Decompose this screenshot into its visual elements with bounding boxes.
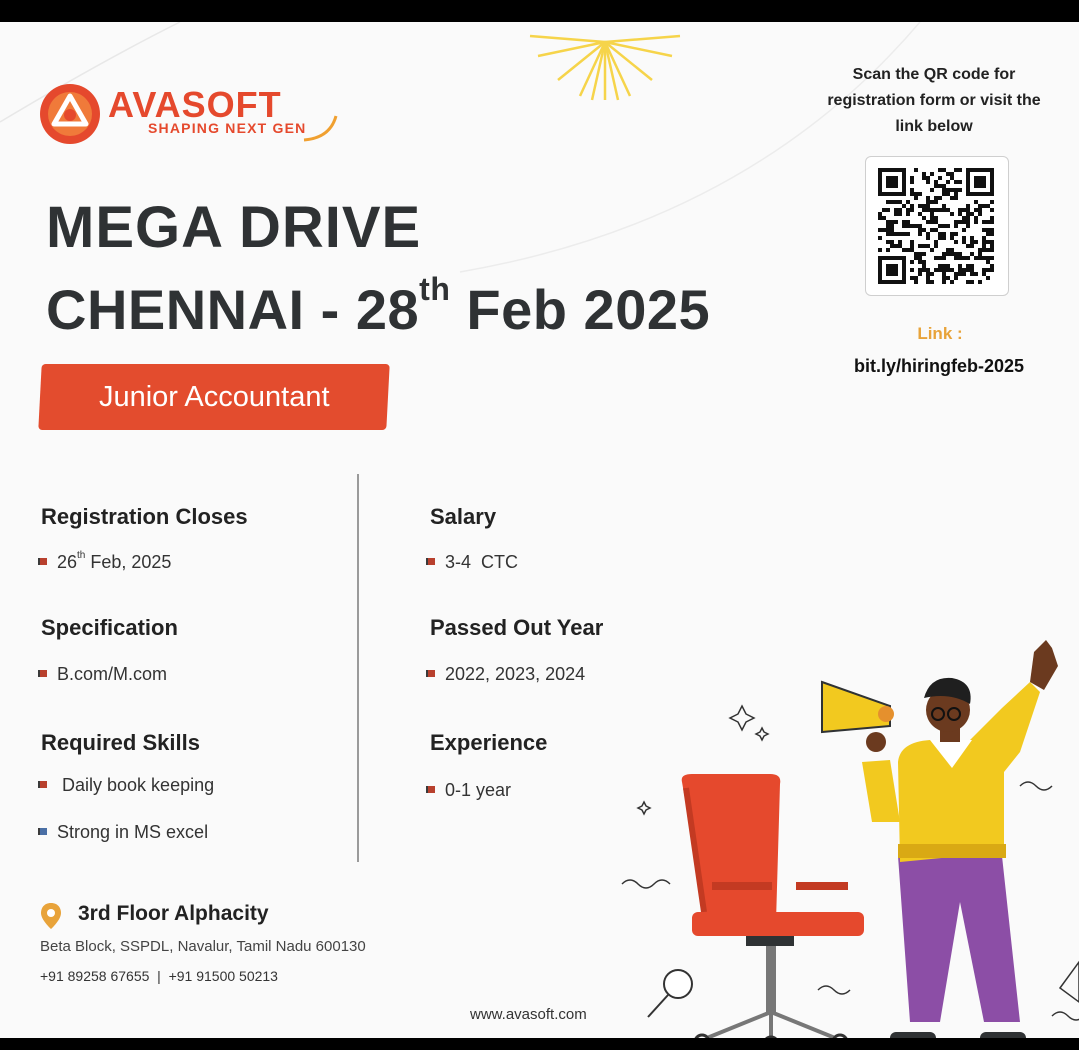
brand-tagline: SHAPING NEXT GEN bbox=[148, 120, 307, 136]
registration-link[interactable]: bit.ly/hiringfeb-2025 bbox=[853, 356, 1025, 376]
website-link[interactable]: www.avasoft.com bbox=[470, 1006, 587, 1023]
headline-city-date: CHENNAI - 28 bbox=[46, 278, 420, 341]
headline-ordinal: th bbox=[419, 271, 451, 307]
headline-line2 bbox=[46, 271, 711, 342]
experience-value: 0-1 year bbox=[428, 780, 511, 801]
registration-closes-value: 26th Feb, 2025 bbox=[40, 552, 171, 573]
salary-value: 3-4 CTC bbox=[428, 552, 518, 573]
skill-item: Daily book keeping bbox=[40, 775, 214, 796]
bullet-icon bbox=[428, 558, 435, 565]
address-line1: 3rd Floor Alphacity bbox=[78, 902, 269, 925]
role-label: Junior Accountant bbox=[98, 380, 330, 413]
location-pin-icon bbox=[40, 902, 62, 930]
person-with-megaphone bbox=[822, 640, 1058, 1038]
hiring-illustration bbox=[600, 612, 1079, 1038]
passed-out-year-value: 2022, 2023, 2024 bbox=[428, 664, 585, 685]
brand-name: AVASOFT bbox=[108, 84, 282, 125]
specification-heading: Specification bbox=[41, 615, 178, 640]
bullet-icon bbox=[40, 670, 47, 677]
headline-month-year: Feb 2025 bbox=[450, 278, 711, 341]
skill-item: Strong in MS excel bbox=[40, 822, 208, 843]
avasoft-logo-icon bbox=[38, 82, 102, 146]
link-label: Link : bbox=[917, 324, 963, 343]
passed-out-year-heading: Passed Out Year bbox=[430, 615, 604, 640]
bullet-icon bbox=[428, 786, 435, 793]
registration-closes-heading: Registration Closes bbox=[41, 504, 248, 529]
role-badge bbox=[38, 364, 389, 430]
column-divider bbox=[357, 474, 359, 862]
bullet-icon bbox=[40, 558, 47, 565]
required-skills-heading: Required Skills bbox=[41, 730, 200, 755]
magnifier-icon bbox=[648, 970, 692, 1017]
phone-numbers: +91 89258 67655 | +91 91500 50213 bbox=[40, 968, 278, 984]
experience-heading: Experience bbox=[430, 730, 548, 755]
bullet-icon bbox=[40, 781, 47, 788]
bullet-icon bbox=[40, 828, 47, 835]
office-chair bbox=[682, 774, 864, 1038]
specification-value: B.com/M.com bbox=[40, 664, 167, 685]
headline-line1: MEGA DRIVE bbox=[46, 195, 422, 260]
qr-code-icon bbox=[878, 168, 996, 284]
bullet-icon bbox=[428, 670, 435, 677]
poster bbox=[0, 22, 1079, 1038]
address-line2: Beta Block, SSPDL, Navalur, Tamil Nadu 600130 bbox=[40, 938, 366, 955]
logo-swoosh-icon bbox=[300, 114, 340, 144]
salary-heading: Salary bbox=[430, 504, 497, 529]
qr-instruction: Scan the QR code for registration form or visit the link below bbox=[827, 66, 1041, 135]
qr-code-frame[interactable] bbox=[865, 156, 1009, 296]
